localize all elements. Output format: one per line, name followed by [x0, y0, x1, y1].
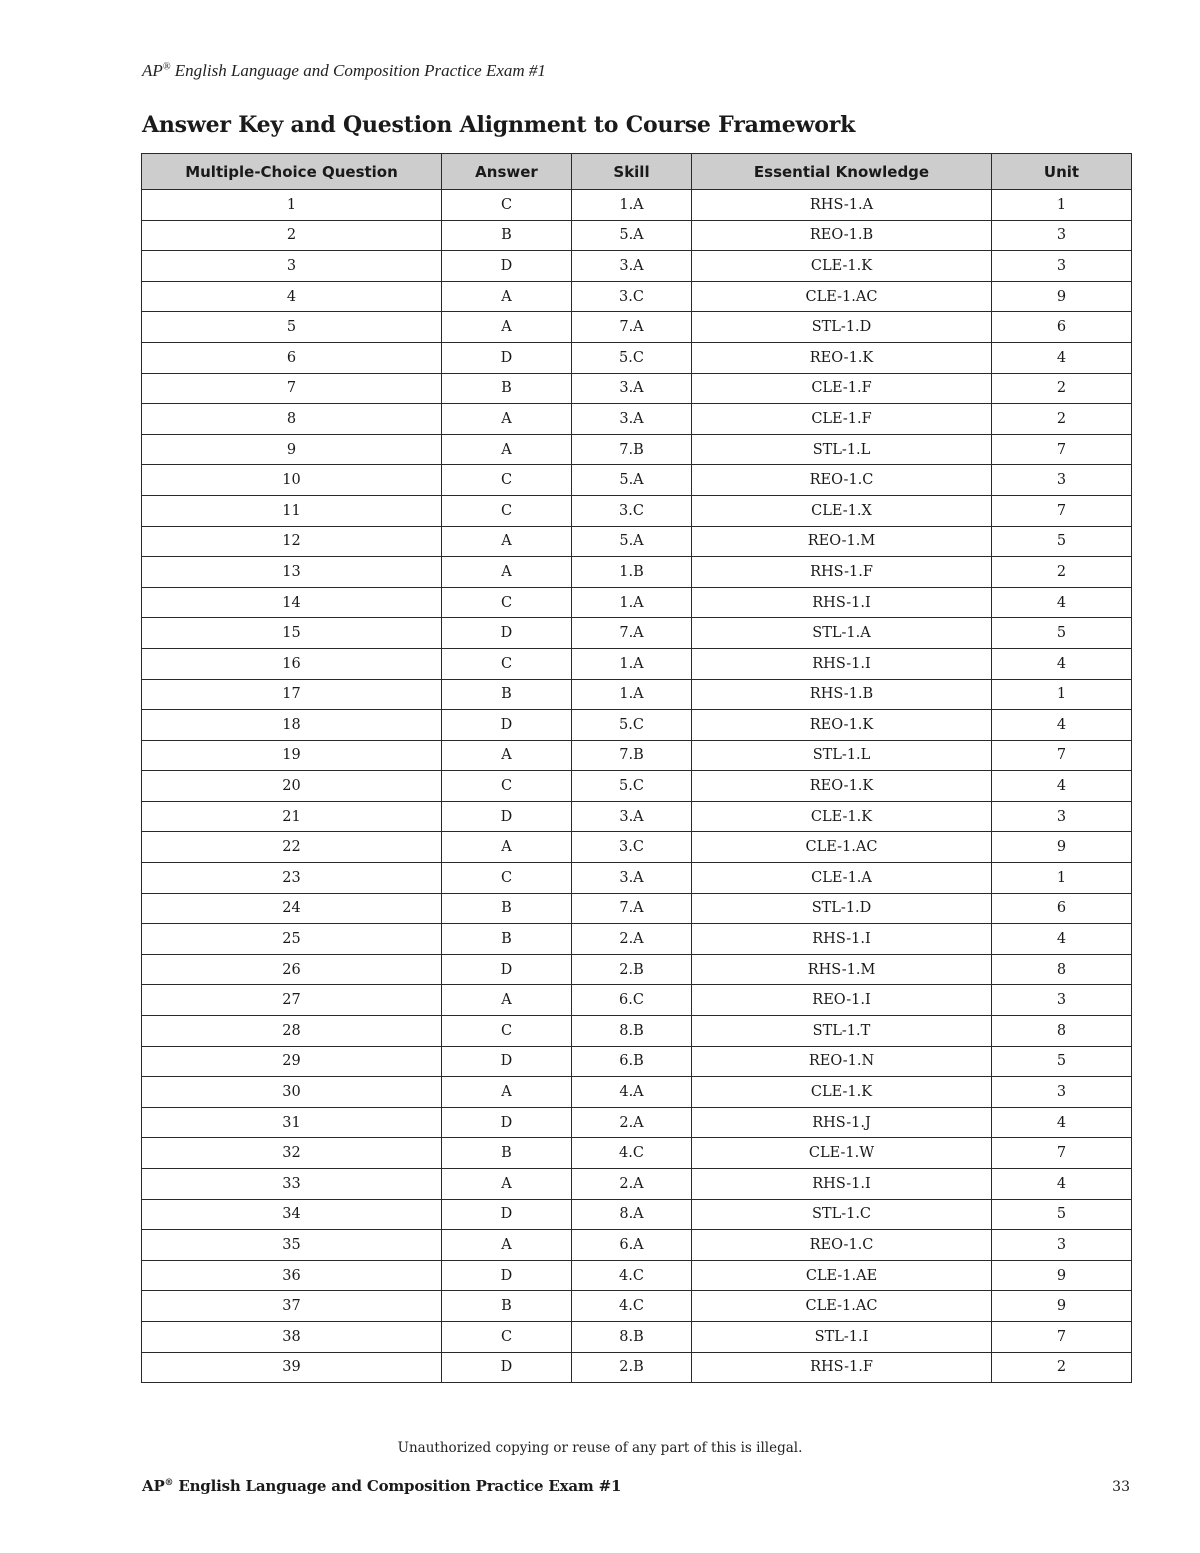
essential-knowledge-cell: RHS-1.I [692, 587, 992, 618]
table-body [142, 190, 1132, 1383]
skill-cell: 5.C [572, 771, 692, 802]
essential-knowledge-cell: CLE-1.X [692, 495, 992, 526]
essential-knowledge-cell: CLE-1.F [692, 404, 992, 435]
skill-cell: 1.A [572, 679, 692, 710]
skill-cell: 1.A [572, 648, 692, 679]
question-number-cell: 7 [142, 373, 442, 404]
column-header-unit: Unit [992, 154, 1132, 190]
table-row [142, 740, 1132, 771]
question-number-cell: 18 [142, 710, 442, 741]
unit-cell: 4 [992, 342, 1132, 373]
skill-cell: 5.C [572, 342, 692, 373]
skill-cell: 1.B [572, 557, 692, 588]
answer-cell: C [442, 863, 572, 894]
unit-cell: 5 [992, 526, 1132, 557]
table-row [142, 1352, 1132, 1383]
question-number-cell: 22 [142, 832, 442, 863]
skill-cell: 3.C [572, 495, 692, 526]
answer-cell: D [442, 1260, 572, 1291]
question-number-cell: 11 [142, 495, 442, 526]
table-row [142, 771, 1132, 802]
question-number-cell: 20 [142, 771, 442, 802]
essential-knowledge-cell: CLE-1.AC [692, 1291, 992, 1322]
page-title: Answer Key and Question Alignment to Course Framework [142, 112, 856, 138]
question-number-cell: 9 [142, 434, 442, 465]
answer-cell: A [442, 434, 572, 465]
table-row [142, 557, 1132, 588]
question-number-cell: 2 [142, 220, 442, 251]
question-number-cell: 38 [142, 1321, 442, 1352]
skill-cell: 7.A [572, 893, 692, 924]
essential-knowledge-cell: CLE-1.W [692, 1138, 992, 1169]
essential-knowledge-cell: RHS-1.I [692, 924, 992, 955]
essential-knowledge-cell: RHS-1.I [692, 648, 992, 679]
table-row [142, 1046, 1132, 1077]
answer-cell: C [442, 771, 572, 802]
answer-cell: A [442, 557, 572, 588]
table-row [142, 1077, 1132, 1108]
table-row [142, 281, 1132, 312]
answer-cell: A [442, 1230, 572, 1261]
table-row [142, 1260, 1132, 1291]
answer-cell: D [442, 251, 572, 282]
essential-knowledge-cell: STL-1.T [692, 1016, 992, 1047]
table-row [142, 1230, 1132, 1261]
unit-cell: 1 [992, 863, 1132, 894]
question-number-cell: 32 [142, 1138, 442, 1169]
table-header [142, 154, 1132, 190]
essential-knowledge-cell: REO-1.K [692, 771, 992, 802]
table-row [142, 220, 1132, 251]
question-number-cell: 3 [142, 251, 442, 282]
unit-cell: 4 [992, 1107, 1132, 1138]
skill-cell: 8.A [572, 1199, 692, 1230]
question-number-cell: 30 [142, 1077, 442, 1108]
table-row [142, 312, 1132, 343]
answer-cell: C [442, 587, 572, 618]
table-row [142, 1138, 1132, 1169]
unit-cell: 7 [992, 1321, 1132, 1352]
answer-cell: B [442, 1291, 572, 1322]
essential-knowledge-cell: CLE-1.K [692, 251, 992, 282]
unit-cell: 3 [992, 985, 1132, 1016]
header-row [142, 154, 1132, 190]
answer-cell: A [442, 985, 572, 1016]
essential-knowledge-cell: STL-1.A [692, 618, 992, 649]
answer-cell: D [442, 710, 572, 741]
essential-knowledge-cell: REO-1.M [692, 526, 992, 557]
skill-cell: 7.B [572, 434, 692, 465]
answer-key-table [141, 153, 1132, 1383]
unit-cell: 2 [992, 1352, 1132, 1383]
unit-cell: 6 [992, 312, 1132, 343]
skill-cell: 4.C [572, 1138, 692, 1169]
question-number-cell: 37 [142, 1291, 442, 1322]
question-number-cell: 15 [142, 618, 442, 649]
answer-cell: A [442, 740, 572, 771]
essential-knowledge-cell: RHS-1.M [692, 954, 992, 985]
question-number-cell: 25 [142, 924, 442, 955]
essential-knowledge-cell: STL-1.I [692, 1321, 992, 1352]
question-number-cell: 24 [142, 893, 442, 924]
skill-cell: 5.C [572, 710, 692, 741]
answer-cell: D [442, 618, 572, 649]
column-header-question: Multiple-Choice Question [142, 154, 442, 190]
table-row [142, 342, 1132, 373]
answer-cell: A [442, 526, 572, 557]
question-number-cell: 39 [142, 1352, 442, 1383]
answer-cell: D [442, 1352, 572, 1383]
skill-cell: 4.C [572, 1291, 692, 1322]
answer-cell: C [442, 648, 572, 679]
unit-cell: 8 [992, 954, 1132, 985]
question-number-cell: 8 [142, 404, 442, 435]
answer-cell: A [442, 1169, 572, 1200]
question-number-cell: 1 [142, 190, 442, 221]
table-row [142, 863, 1132, 894]
essential-knowledge-cell: CLE-1.AC [692, 281, 992, 312]
unit-cell: 7 [992, 495, 1132, 526]
skill-cell: 5.A [572, 526, 692, 557]
question-number-cell: 17 [142, 679, 442, 710]
unit-cell: 2 [992, 557, 1132, 588]
skill-cell: 2.A [572, 1107, 692, 1138]
answer-cell: B [442, 924, 572, 955]
answer-cell: C [442, 495, 572, 526]
skill-cell: 7.A [572, 312, 692, 343]
copyright-notice: Unauthorized copying or reuse of any part of this is illegal. [397, 1440, 803, 1456]
table-row [142, 924, 1132, 955]
essential-knowledge-cell: CLE-1.AE [692, 1260, 992, 1291]
table-row [142, 1016, 1132, 1047]
answer-cell: A [442, 1077, 572, 1108]
answer-cell: D [442, 954, 572, 985]
unit-cell: 5 [992, 1046, 1132, 1077]
essential-knowledge-cell: REO-1.K [692, 342, 992, 373]
question-number-cell: 12 [142, 526, 442, 557]
answer-cell: C [442, 465, 572, 496]
table-row [142, 251, 1132, 282]
unit-cell: 7 [992, 434, 1132, 465]
table-row [142, 190, 1132, 221]
table-row [142, 954, 1132, 985]
essential-knowledge-cell: REO-1.N [692, 1046, 992, 1077]
answer-cell: D [442, 1046, 572, 1077]
skill-cell: 5.A [572, 220, 692, 251]
table-row [142, 985, 1132, 1016]
table-row [142, 404, 1132, 435]
question-number-cell: 6 [142, 342, 442, 373]
unit-cell: 4 [992, 648, 1132, 679]
skill-cell: 2.A [572, 924, 692, 955]
essential-knowledge-cell: STL-1.D [692, 893, 992, 924]
question-number-cell: 31 [142, 1107, 442, 1138]
essential-knowledge-cell: CLE-1.A [692, 863, 992, 894]
column-header-skill: Skill [572, 154, 692, 190]
question-number-cell: 23 [142, 863, 442, 894]
unit-cell: 2 [992, 404, 1132, 435]
answer-cell: D [442, 801, 572, 832]
answer-cell: C [442, 1321, 572, 1352]
question-number-cell: 29 [142, 1046, 442, 1077]
unit-cell: 4 [992, 1169, 1132, 1200]
answer-cell: C [442, 1016, 572, 1047]
essential-knowledge-cell: CLE-1.K [692, 1077, 992, 1108]
question-number-cell: 28 [142, 1016, 442, 1047]
skill-cell: 1.A [572, 587, 692, 618]
question-number-cell: 33 [142, 1169, 442, 1200]
unit-cell: 7 [992, 740, 1132, 771]
unit-cell: 4 [992, 771, 1132, 802]
unit-cell: 9 [992, 281, 1132, 312]
skill-cell: 4.A [572, 1077, 692, 1108]
unit-cell: 6 [992, 893, 1132, 924]
answer-cell: B [442, 373, 572, 404]
essential-knowledge-cell: REO-1.C [692, 1230, 992, 1261]
skill-cell: 7.B [572, 740, 692, 771]
column-header-answer: Answer [442, 154, 572, 190]
answer-cell: D [442, 342, 572, 373]
unit-cell: 3 [992, 220, 1132, 251]
essential-knowledge-cell: RHS-1.F [692, 557, 992, 588]
essential-knowledge-cell: REO-1.K [692, 710, 992, 741]
unit-cell: 5 [992, 1199, 1132, 1230]
answer-cell: B [442, 220, 572, 251]
unit-cell: 4 [992, 587, 1132, 618]
skill-cell: 5.A [572, 465, 692, 496]
skill-cell: 3.C [572, 832, 692, 863]
unit-cell: 3 [992, 1077, 1132, 1108]
question-number-cell: 4 [142, 281, 442, 312]
answer-cell: B [442, 1138, 572, 1169]
table-row [142, 1107, 1132, 1138]
table-row [142, 618, 1132, 649]
unit-cell: 9 [992, 1260, 1132, 1291]
unit-cell: 3 [992, 1230, 1132, 1261]
table-row [142, 1199, 1132, 1230]
essential-knowledge-cell: STL-1.L [692, 740, 992, 771]
answer-cell: B [442, 893, 572, 924]
table-row [142, 587, 1132, 618]
skill-cell: 3.C [572, 281, 692, 312]
answer-cell: A [442, 404, 572, 435]
skill-cell: 4.C [572, 1260, 692, 1291]
answer-cell: A [442, 312, 572, 343]
question-number-cell: 36 [142, 1260, 442, 1291]
unit-cell: 7 [992, 1138, 1132, 1169]
table-row [142, 801, 1132, 832]
essential-knowledge-cell: RHS-1.B [692, 679, 992, 710]
table-row [142, 832, 1132, 863]
essential-knowledge-cell: CLE-1.F [692, 373, 992, 404]
question-number-cell: 19 [142, 740, 442, 771]
question-number-cell: 26 [142, 954, 442, 985]
answer-cell: A [442, 832, 572, 863]
answer-cell: C [442, 190, 572, 221]
question-number-cell: 5 [142, 312, 442, 343]
table-row [142, 648, 1132, 679]
unit-cell: 1 [992, 679, 1132, 710]
answer-cell: D [442, 1199, 572, 1230]
skill-cell: 6.C [572, 985, 692, 1016]
essential-knowledge-cell: STL-1.C [692, 1199, 992, 1230]
unit-cell: 9 [992, 832, 1132, 863]
skill-cell: 3.A [572, 863, 692, 894]
question-number-cell: 21 [142, 801, 442, 832]
skill-cell: 6.A [572, 1230, 692, 1261]
unit-cell: 3 [992, 801, 1132, 832]
essential-knowledge-cell: STL-1.D [692, 312, 992, 343]
essential-knowledge-cell: RHS-1.F [692, 1352, 992, 1383]
question-number-cell: 16 [142, 648, 442, 679]
skill-cell: 8.B [572, 1321, 692, 1352]
skill-cell: 1.A [572, 190, 692, 221]
question-number-cell: 13 [142, 557, 442, 588]
essential-knowledge-cell: CLE-1.AC [692, 832, 992, 863]
unit-cell: 4 [992, 924, 1132, 955]
unit-cell: 2 [992, 373, 1132, 404]
question-number-cell: 34 [142, 1199, 442, 1230]
table-row [142, 1291, 1132, 1322]
column-header-essential-knowledge: Essential Knowledge [692, 154, 992, 190]
skill-cell: 6.B [572, 1046, 692, 1077]
unit-cell: 3 [992, 251, 1132, 282]
essential-knowledge-cell: REO-1.B [692, 220, 992, 251]
skill-cell: 7.A [572, 618, 692, 649]
skill-cell: 3.A [572, 404, 692, 435]
table-row [142, 679, 1132, 710]
unit-cell: 4 [992, 710, 1132, 741]
essential-knowledge-cell: RHS-1.I [692, 1169, 992, 1200]
question-number-cell: 35 [142, 1230, 442, 1261]
unit-cell: 3 [992, 465, 1132, 496]
unit-cell: 5 [992, 618, 1132, 649]
essential-knowledge-cell: RHS-1.J [692, 1107, 992, 1138]
answer-cell: B [442, 679, 572, 710]
essential-knowledge-cell: REO-1.I [692, 985, 992, 1016]
table-row [142, 1321, 1132, 1352]
table-row [142, 495, 1132, 526]
unit-cell: 8 [992, 1016, 1132, 1047]
table-row [142, 710, 1132, 741]
question-number-cell: 14 [142, 587, 442, 618]
page-number: 33 [1112, 1479, 1130, 1495]
skill-cell: 2.B [572, 1352, 692, 1383]
question-number-cell: 27 [142, 985, 442, 1016]
essential-knowledge-cell: CLE-1.K [692, 801, 992, 832]
footer-exam-title: AP® English Language and Composition Practice Exam #1 [142, 1477, 622, 1495]
table-row [142, 465, 1132, 496]
table-row [142, 434, 1132, 465]
skill-cell: 2.B [572, 954, 692, 985]
skill-cell: 8.B [572, 1016, 692, 1047]
running-head: AP® English Language and Composition Practice Exam #1 [142, 61, 546, 80]
table-row [142, 373, 1132, 404]
table-row [142, 893, 1132, 924]
skill-cell: 2.A [572, 1169, 692, 1200]
skill-cell: 3.A [572, 373, 692, 404]
skill-cell: 3.A [572, 251, 692, 282]
essential-knowledge-cell: STL-1.L [692, 434, 992, 465]
unit-cell: 9 [992, 1291, 1132, 1322]
question-number-cell: 10 [142, 465, 442, 496]
unit-cell: 1 [992, 190, 1132, 221]
essential-knowledge-cell: REO-1.C [692, 465, 992, 496]
table-row [142, 1169, 1132, 1200]
table-row [142, 526, 1132, 557]
skill-cell: 3.A [572, 801, 692, 832]
answer-cell: A [442, 281, 572, 312]
answer-cell: D [442, 1107, 572, 1138]
essential-knowledge-cell: RHS-1.A [692, 190, 992, 221]
